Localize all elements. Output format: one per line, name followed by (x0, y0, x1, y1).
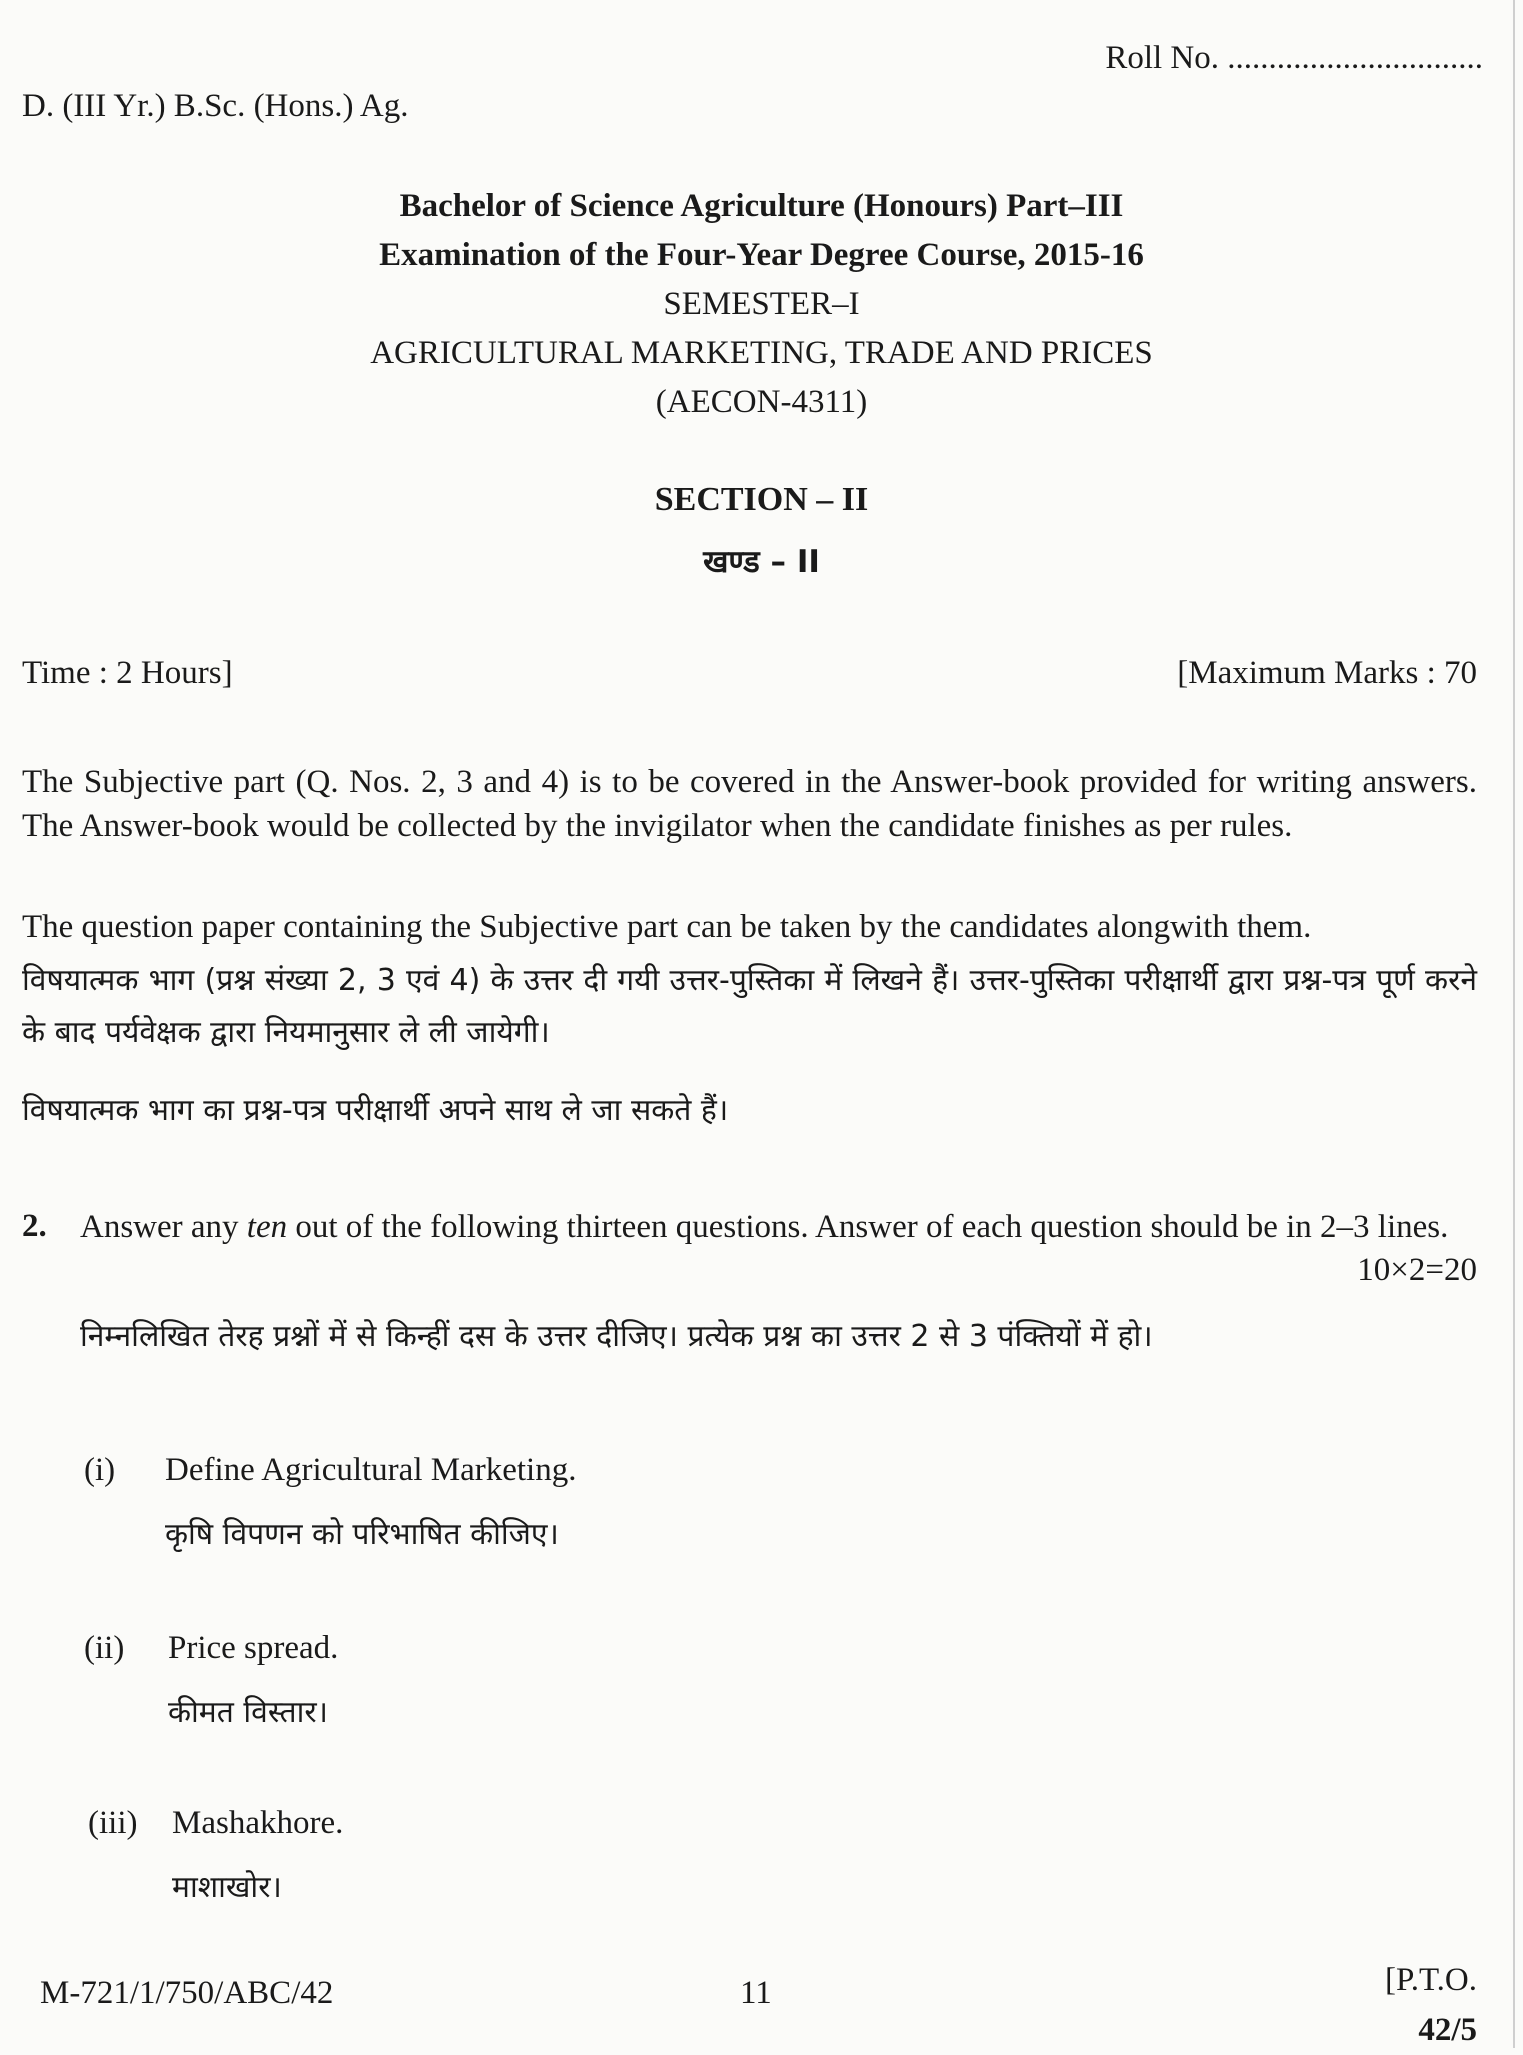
subquestion-label: (i) (84, 1452, 116, 1488)
subquestion-text-hindi: माशाखोर। (172, 1870, 282, 1905)
question-text-emphasis: ten (246, 1209, 288, 1245)
sheet-number: 42/5 (1418, 2012, 1477, 2048)
subquestion-label: (ii) (84, 1630, 125, 1666)
subquestion-text: Price spread. (168, 1630, 339, 1666)
pto-block (1385, 1955, 1477, 2055)
question-text-before: Answer any (80, 1209, 247, 1245)
subquestion-label: (iii) (88, 1805, 138, 1841)
course-code: D. (III Yr.) B.Sc. (Hons.) Ag. (22, 88, 409, 124)
instruction-hi-1: विषयात्मक भाग (प्रश्न संख्या 2, 3 एवं 4) के उत्तर दी गयी उत्तर-पुस्तिका में लिखने हैं। उत्तर-पुस्तिका परीक्षार्थी द्वारा प्रश्न-पत्र पूर्ण करने के बाद पर्यवेक्षक द्वारा नियमानुसार ले ली जायेगी। (22, 963, 1477, 1050)
question-text-hindi: निम्नलिखित तेरह प्रश्नों में से किन्हीं दस के उत्तर दीजिए। प्रत्येक प्रश्न का उत्तर 2 से 3 पंक्तियों में हो। (80, 1319, 1153, 1354)
question-marks: 10×2=20 (1357, 1252, 1477, 1288)
subject-code: (AECON-4311) (655, 384, 868, 420)
maximum-marks: [Maximum Marks : 70 (1177, 655, 1477, 691)
question-number: 2. (22, 1208, 47, 1244)
subquestion-text-hindi: कृषि विपणन को परिभाषित कीजिए। (165, 1517, 559, 1552)
instruction-en-2: The question paper containing the Subjective part can be taken by the candidates alongwith them. (22, 909, 1312, 945)
subject-title: AGRICULTURAL MARKETING, TRADE AND PRICES (370, 335, 1153, 371)
subquestion-text: Mashakhore. (172, 1805, 344, 1841)
section-heading: SECTION – II (654, 481, 869, 518)
exam-time: Time : 2 Hours] (22, 655, 233, 691)
semester: SEMESTER–I (663, 286, 860, 322)
instruction-en-1: The Subjective part (Q. Nos. 2, 3 and 4) is to be covered in the Answer-book provided for writing answers. The Answer-book would be collected by the invigilator when the candidate finishes as per rules. (22, 764, 1477, 844)
title-line-1: Bachelor of Science Agriculture (Honours) Part–III (399, 188, 1124, 224)
question-text-after: out of the following thirteen questions. Answer of each question should be in 2–3 lines. (287, 1209, 1449, 1245)
subquestion-text-hindi: कीमत विस्तार। (168, 1695, 329, 1730)
question-text (80, 1202, 1477, 1252)
subquestion-text: Define Agricultural Marketing. (165, 1452, 577, 1488)
title-line-2: Examination of the Four-Year Degree Course, 2015-16 (379, 237, 1144, 273)
instruction-hi-2: विषयात्मक भाग का प्रश्न-पत्र परीक्षार्थी अपने साथ ले जा सकते हैं। (22, 1093, 729, 1128)
paper-code: M-721/1/750/ABC/42 (40, 1975, 334, 2011)
roll-number-field: Roll No. ............................... (1105, 40, 1483, 76)
pto-label: [P.T.O. (1385, 1962, 1477, 1998)
page-number: 11 (740, 1975, 772, 2011)
section-heading-hindi: खण्ड – II (703, 544, 820, 580)
